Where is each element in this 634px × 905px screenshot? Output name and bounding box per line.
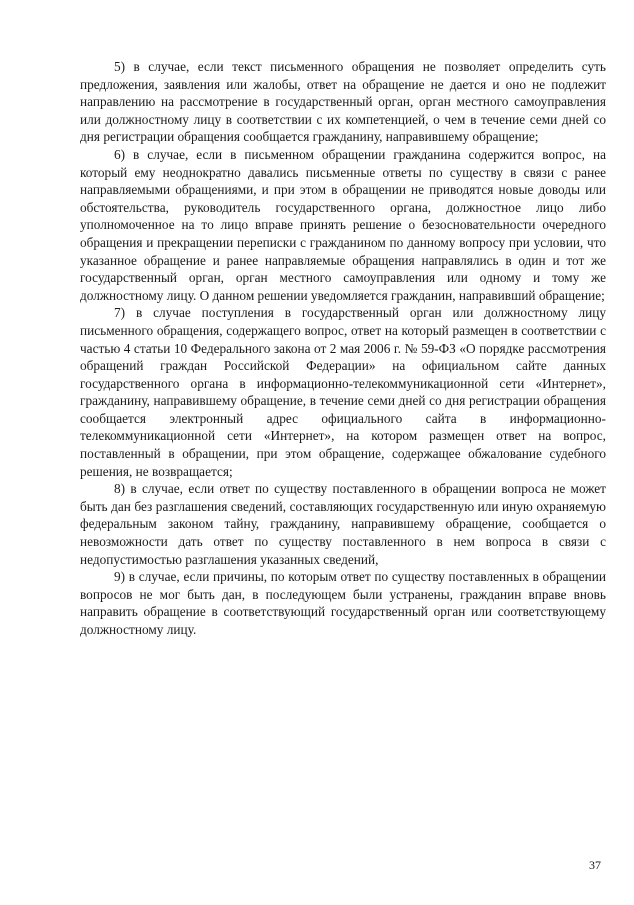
- paragraph-item-7: 7) в случае поступления в государственный орган или должностному лицу письменного обращения, содержащего вопрос, ответ на который размещен в соответствии с частью 4 статьи 10 Федерального закона от 2 мая 2006 г. № 59-ФЗ «О порядке рассмотрения обращений граждан Российской Федерации» на официальном сайте данных государственного органа в информационно-телекоммуникационной сети «Интернет», гражданину, направившему обращение, в течение семи дней со дня регистрации обращения сообщается электронный адрес официального сайта в информационно-телекоммуникационной сети «Интернет», на котором размещен ответ на вопрос, поставленный в обращении, при этом обращение, содержащее обжалование судебного решения, не возвращается;: [80, 305, 606, 479]
- paragraph-item-6: 6) в случае, если в письменном обращении гражданина содержится вопрос, на который ему неоднократно давались письменные ответы по существу в связи с ранее направляемыми обращениями, и при этом в обращении не приводятся новые доводы или обстоятельства, руководитель государственного органа, должностное лицо либо уполномоченное на то лицо вправе принять решение о безосновательности очередного обращения и прекращении переписки с гражданином по данному вопросу при условии, что указанное обращение и ранее направляемые обращения направлялись в один и тот же государственный орган, орган местного самоуправления или одному и тому же должностному лицу. О данном решении уведомляется гражданин, направивший обращение;: [80, 146, 606, 303]
- page-number: 37: [589, 858, 601, 872]
- paragraph-item-8: 8) в случае, если ответ по существу поставленного в обращении вопроса не может быть дан без разглашения сведений, составляющих государственную или иную охраняемую федеральным законом тайну, гражданину, направившему обращение, сообщается о невозможности дать ответ по существу поставленного в нем вопроса в связи с недопустимостью разглашения указанных сведений,: [80, 481, 606, 567]
- paragraph-item-9: 9) в случае, если причины, по которым ответ по существу поставленных в обращении вопросов не мог быть дан, в последующем были устранены, гражданин вправе вновь направить обращение в соответствующий государственный орган или соответствующему должностному лицу.: [80, 569, 606, 637]
- document-body: [80, 58, 606, 639]
- paragraph-item-5: 5) в случае, если текст письменного обращения не позволяет определить суть предложения, заявления или жалобы, ответ на обращение не дается и оно не подлежит направлению на рассмотрение в государственный орган, орган местного самоуправления или должностному лицу в соответствии с их компетенцией, о чем в течение семи дней со дня регистрации обращения сообщается гражданину, направившему обращение;: [80, 59, 606, 145]
